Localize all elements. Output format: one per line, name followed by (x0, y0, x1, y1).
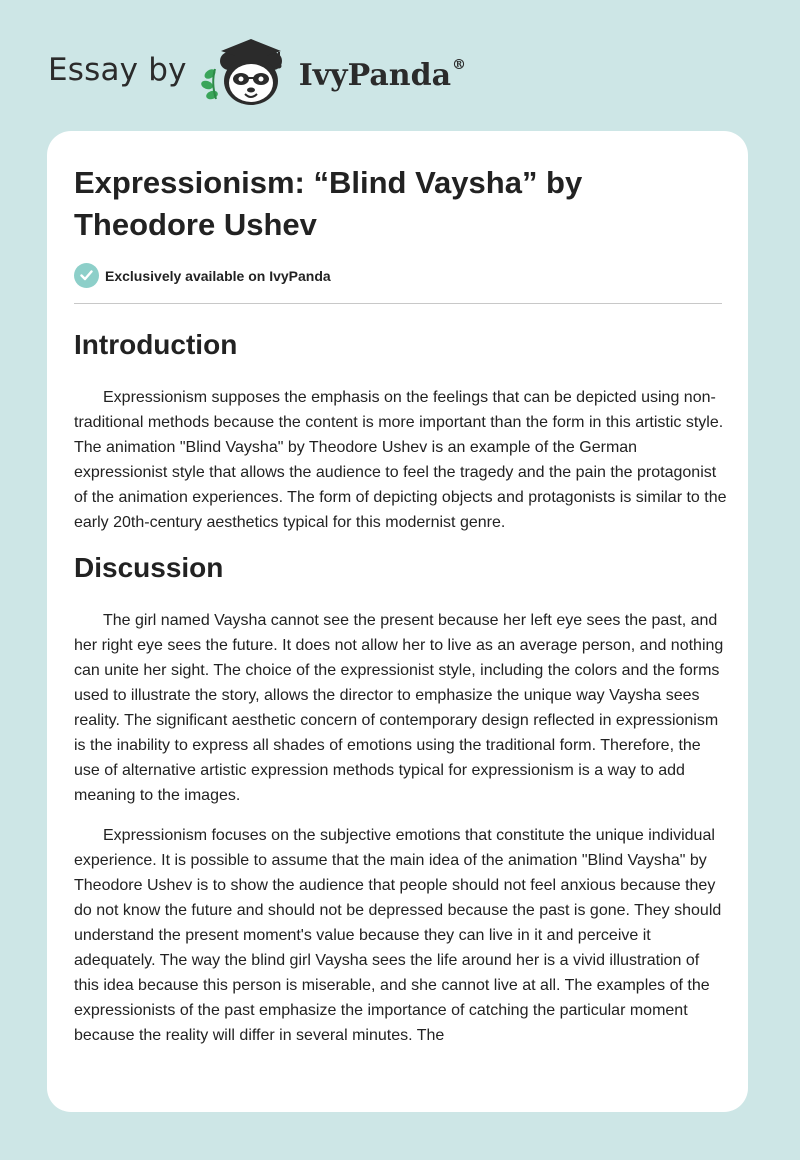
essay-body (74, 326, 728, 1048)
check-circle-icon (74, 263, 99, 288)
ivypanda-logo-icon[interactable] (201, 35, 293, 107)
exclusive-label: Exclusively available on IvyPanda (105, 267, 331, 284)
essay-title: Expressionism: “Blind Vaysha” by Theodore Ushev (74, 165, 583, 242)
section-heading-introduction: Introduction (74, 329, 238, 360)
section-heading-discussion: Discussion (74, 552, 224, 583)
brand-name[interactable]: IvyPanda® (298, 57, 467, 93)
essay-card (47, 131, 748, 1112)
paragraph: Expressionism supposes the emphasis on the feelings that can be depicted using non-traditional methods because the content is more important than the form in this artistic style. The animation "Blind Vaysha" by Theodore Ushev is an example of the German expressionist style that allows the audience to feel the tragedy and the pain the protagonist of the animation experiences. The form of depicting objects and protagonists is similar to the early 20th-century aesthetics typical for this modernist genre. (74, 389, 727, 531)
divider (74, 303, 722, 304)
paragraph: Expressionism focuses on the subjective emotions that constitute the unique individual experience. It is possible to assume that the main idea of the animation "Blind Vaysha" by Theodore Ushev is to show the audience that people should not feel anxious because they do not know the future and should not be depressed because the past is gone. They should understand the present moment's value because they can live in it and perceive it adequately. The way the blind girl Vaysha sees the life around her is a vivid illustration of this idea because this person is miserable, and she cannot live at all. The examples of the expressionists of the past emphasize the importance of catching the particular moment because the reality will differ in several minutes. The (74, 827, 722, 1044)
exclusive-badge (74, 263, 331, 288)
paragraph: The girl named Vaysha cannot see the present because her left eye sees the past, and her right eye sees the future. It does not allow her to live as an average person, and nothing can unite her sight. The choice of the expressionist style, including the colors and the forms used to illustrate the story, allows the director to emphasize the unique way Vaysha sees reality. The significant aesthetic concern of contemporary design reflected in expressionism is the inability to express all shades of emotions using the traditional form. Therefore, the use of alternative artistic expression methods typical for expressionism is a way to add meaning to the images. (74, 612, 724, 804)
site-header (48, 34, 748, 108)
essay-by-label: Essay by (48, 52, 187, 88)
